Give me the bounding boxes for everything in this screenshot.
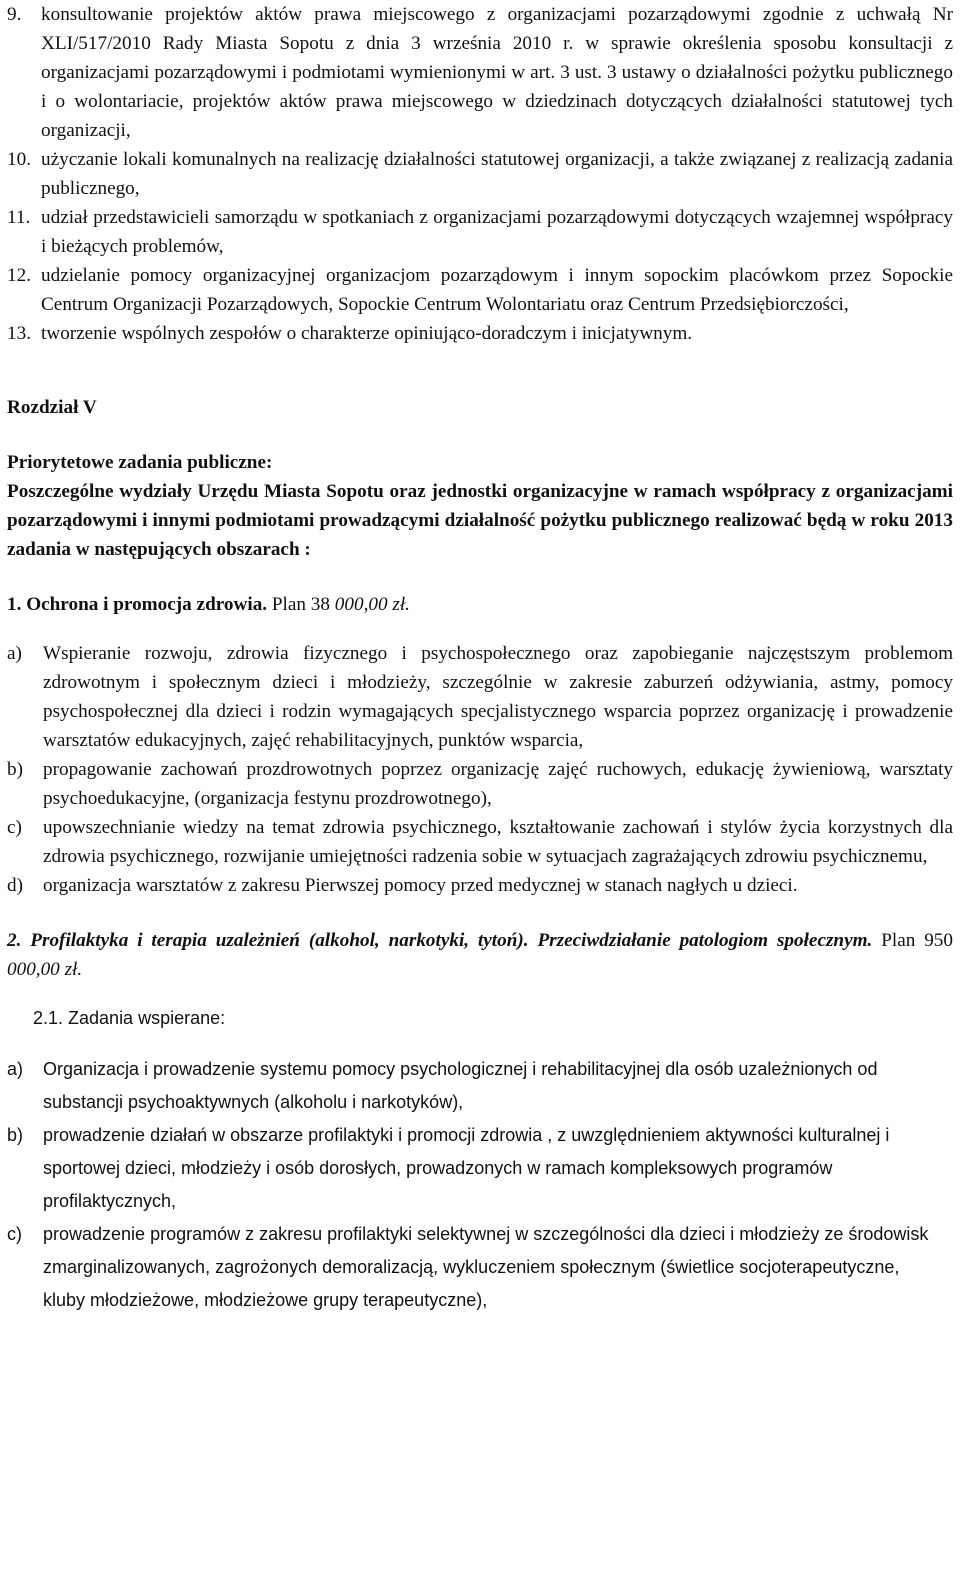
list-item-text: prowadzenie działań w obszarze profilaktyki i promocji zdrowia , z uwzględnieniem aktywności kulturalnej i sportowej dzieci, młodzieży i osób dorosłych, prowadzonych w ramach kompleksowych programów profilaktycznych, xyxy=(43,1125,890,1211)
list-item-letter: b) xyxy=(7,1125,24,1145)
list-item xyxy=(7,1053,953,1119)
numbered-list xyxy=(7,0,953,348)
list-item-number: 9. xyxy=(7,4,22,25)
chapter-intro: Poszczególne wydziały Urzędu Miasta Sopotu oraz jednostki organizacyjne w ramach współpracy z organizacjami pozarządowymi i innymi podmiotami prowadzącymi działalność pożytku publicznego realizować będą w roku 2013 zadania w następujących obszarach : xyxy=(7,481,953,560)
spacer xyxy=(7,422,953,448)
spacer xyxy=(7,984,953,1004)
subsection-title: 2.1. Zadania wspierane: xyxy=(33,1008,226,1028)
list-item-text: propagowanie zachowań prozdrowotnych poprzez organizację zajęć ruchowych, edukację żywieniową, warsztaty psychoedukacyjne, (organizacja festynu prozdrowotnego), xyxy=(43,759,953,809)
list-item xyxy=(7,0,953,145)
list-item xyxy=(7,1119,953,1218)
plan-label: Plan 38 xyxy=(267,594,335,615)
spacer xyxy=(7,1033,953,1053)
list-item-text: Organizacja i prowadzenie systemu pomocy psychologicznej i rehabilitacyjnej dla osób uzależnionych od substancji psychoaktywnych (alkoholu i narkotyków), xyxy=(43,1059,878,1112)
list-item-text: udział przedstawicieli samorządu w spotkaniach z organizacjami pozarządowymi dotyczących wzajemnej współpracy i bieżących problemów, xyxy=(41,207,953,257)
spacer xyxy=(7,900,953,926)
section-1-list xyxy=(7,639,953,900)
list-item-text: udzielanie pomocy organizacyjnej organizacjom pozarządowym i innym sopockim placówkom przez Sopockie Centrum Organizacji Pozarządowych, Sopockie Centrum Wolontariatu oraz Centrum Przedsiębiorczości, xyxy=(41,265,953,315)
list-item-number: 10. xyxy=(7,149,31,170)
list-item-letter: c) xyxy=(7,1224,22,1244)
list-item xyxy=(7,1218,953,1317)
list-item-text: użyczanie lokali komunalnych na realizację działalności statutowej organizacji, a także związanej z realizacją zadania publicznego, xyxy=(41,149,953,199)
list-item-number: 12. xyxy=(7,265,31,286)
plan-amount: 000,00 zł. xyxy=(7,959,83,980)
plan-label: Plan 950 xyxy=(872,930,953,951)
section-title: 2. Profilaktyka i terapia uzależnień (alkohol, narkotyki, tytoń). Przeciwdziałanie patologiom społecznym. xyxy=(7,930,873,951)
list-item xyxy=(7,319,953,348)
list-item xyxy=(7,203,953,261)
list-item-letter: b) xyxy=(7,759,23,780)
list-item xyxy=(7,639,953,755)
list-item-text: upowszechnianie wiedzy na temat zdrowia psychicznego, kształtowanie zachowań i stylów życia korzystnych dla zdrowia psychicznego, rozwijanie umiejętności radzenia sobie w sytuacjach zagrażających zdrowiu psychicznemu, xyxy=(43,817,953,867)
spacer xyxy=(7,348,953,393)
list-item-text: konsultowanie projektów aktów prawa miejscowego z organizacjami pozarządowymi zgodnie z uchwałą Nr XLI/517/2010 Rady Miasta Sopotu z dnia 3 września 2010 r. w sprawie określenia sposobu konsultacji z organizacjami pozarządowymi i podmiotami wymienionymi w art. 3 ust. 3 ustawy o działalności pożytku publicznego i o wolontariacie, projektów aktów prawa miejscowego w dziedzinach dotyczących działalności statutowej tych organizacji, xyxy=(41,4,953,141)
list-item xyxy=(7,261,953,319)
list-item-letter: d) xyxy=(7,875,23,896)
list-item-letter: c) xyxy=(7,817,22,838)
list-item xyxy=(7,755,953,813)
spacer xyxy=(7,564,953,590)
section-1-heading xyxy=(7,590,953,619)
list-item-number: 13. xyxy=(7,323,31,344)
list-item-text: tworzenie wspólnych zespołów o charakterze opiniująco-doradczym i inicjatywnym. xyxy=(41,323,693,344)
list-item xyxy=(7,813,953,871)
list-item-text: Wspieranie rozwoju, zdrowia fizycznego i psychospołecznego oraz zapobieganie najczęstszym problemom zdrowotnym i społecznym dzieci i młodzieży, szczególnie w zakresie zaburzeń odżywiania, astmy, pomocy psychospołecznej dla dzieci i rodzin wymagających specjalistycznego wsparcia poprzez organizację i prowadzenie warsztatów edukacyjnych, zajęć rehabilitacyjnych, punktów wsparcia, xyxy=(43,643,953,751)
list-item-letter: a) xyxy=(7,1059,24,1079)
plan-amount: 000,00 zł. xyxy=(334,594,410,615)
list-item xyxy=(7,145,953,203)
section-title: 1. Ochrona i promocja zdrowia. xyxy=(7,594,268,615)
list-item-number: 11. xyxy=(7,207,31,228)
list-item-text: organizacja warsztatów z zakresu Pierwszej pomocy przed medycznej w stanach nagłych u dzieci. xyxy=(43,875,798,896)
list-item-text: prowadzenie programów z zakresu profilaktyki selektywnej w szczególności dla dzieci i młodzieży ze środowisk zmarginalizowanych, zagrożonych demoralizacją, wykluczeniem społecznym (świetlice socjoterapeutyczne, kluby młodzieżowe, młodzieżowe grupy terapeutyczne), xyxy=(43,1224,929,1310)
section-2-heading xyxy=(7,926,953,984)
chapter-subtitle: Priorytetowe zadania publiczne: xyxy=(7,452,273,473)
section-2-list xyxy=(7,1053,953,1317)
list-item xyxy=(7,871,953,900)
document-page xyxy=(7,0,953,1317)
chapter-title: Rozdział V xyxy=(7,397,97,418)
spacer xyxy=(7,619,953,639)
list-item-letter: a) xyxy=(7,643,22,664)
